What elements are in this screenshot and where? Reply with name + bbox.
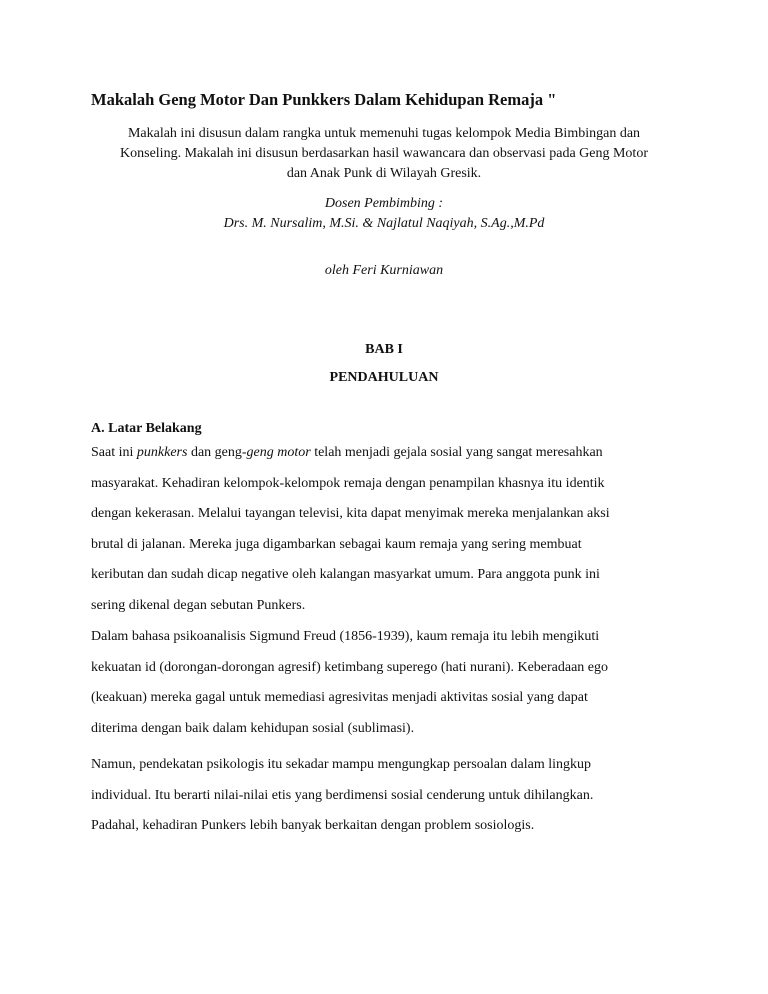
text-run-italic: geng motor: [246, 445, 311, 460]
paragraph-line: brutal di jalanan. Mereka juga digambarkan sebagai kaum remaja yang sering membuat: [91, 536, 582, 552]
paragraph-line: keributan dan sudah dicap negative oleh kalangan masyarkat umum. Para anggota punk ini: [91, 567, 600, 582]
intro-paragraph: [88, 124, 680, 184]
intro-line: Konseling. Makalah ini disusun berdasarkan hasil wawancara dan observasi pada Geng Motor: [120, 146, 648, 161]
paragraph-line: dengan kekerasan. Melalui tayangan televisi, kita dapat menyimak mereka menjalankan aksi: [91, 506, 610, 521]
paragraph-line: individual. Itu berarti nilai-nilai etis yang berdimensi sosial cenderung untuk dihilangkan.: [91, 787, 594, 803]
paragraph-line: masyarakat. Kehadiran kelompok-kelompok remaja dengan penampilan khasnya itu identik: [91, 475, 605, 491]
chapter-number: BAB I: [365, 342, 403, 357]
document-title: Makalah Geng Motor Dan Punkkers Dalam Kehidupan Remaja ": [91, 90, 557, 109]
paragraph-line: Dalam bahasa psikoanalisis Sigmund Freud (1856-1939), kaum remaja itu lebih mengikuti: [91, 629, 600, 644]
text-run: Saat ini: [91, 445, 137, 460]
paragraph-2: [91, 627, 691, 749]
author-line: oleh Feri Kurniawan: [324, 263, 444, 278]
paragraph-line: [91, 443, 691, 474]
section-heading: A. Latar Belakang: [91, 421, 202, 436]
intro-line: Makalah ini disusun dalam rangka untuk memenuhi tugas kelompok Media Bimbingan dan: [127, 126, 641, 141]
text-run: dan geng-: [187, 445, 247, 460]
text-run-italic: punkkers: [136, 445, 188, 460]
intro-line: dan Anak Punk di Wilayah Gresik.: [286, 166, 482, 181]
paragraph-line: (keakuan) mereka gagal untuk memediasi agresivitas menjadi aktivitas sosial yang dapat: [91, 690, 588, 705]
text-run: telah menjadi gejala sosial yang sangat meresahkan: [310, 445, 603, 460]
paragraph-line: diterima dengan baik dalam kehidupan sosial (sublimasi).: [91, 720, 415, 736]
paragraph-3: [91, 755, 691, 847]
paragraph-line: Namun, pendekatan psikologis itu sekadar mampu mengungkap persoalan dalam lingkup: [91, 757, 591, 772]
paragraph-line: kekuatan id (dorongan-dorongan agresif) ketimbang superego (hati nurani). Keberadaan ego: [91, 659, 609, 675]
paragraph-line: sering dikenal degan sebutan Punkers.: [91, 597, 306, 613]
supervisor-names: Drs. M. Nursalim, M.Si. & Najlatul Naqiyah, S.Ag.,M.Pd: [223, 216, 545, 231]
paragraph-line: Padahal, kehadiran Punkers lebih banyak berkaitan dengan problem sosiologis.: [91, 818, 535, 833]
supervisor-label: Dosen Pembimbing :: [324, 196, 444, 211]
paragraph-1: [91, 443, 691, 626]
chapter-title: PENDAHULUAN: [329, 370, 439, 385]
